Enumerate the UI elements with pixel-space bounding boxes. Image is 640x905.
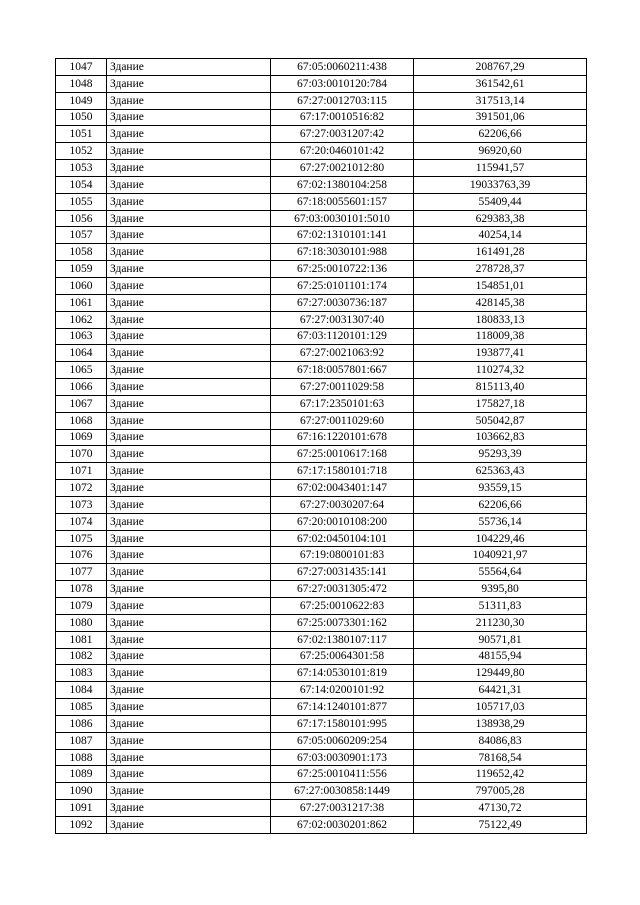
cadastral-number-cell: 67:03:0030901:173 (271, 749, 414, 766)
row-number-cell: 1048 (56, 75, 107, 92)
table-row (56, 261, 587, 278)
cadastral-value-cell: 317513,14 (414, 92, 587, 109)
table-row (56, 598, 587, 615)
object-type-cell: Здание (107, 614, 271, 631)
table-row (56, 294, 587, 311)
cadastral-value-cell: 505042,87 (414, 412, 587, 429)
object-type-cell: Здание (107, 193, 271, 210)
object-type-cell: Здание (107, 598, 271, 615)
cadastral-value-cell: 104229,46 (414, 530, 587, 547)
property-registry-table (55, 58, 587, 834)
cadastral-number-cell: 67:02:1380104:258 (271, 176, 414, 193)
table-row (56, 59, 587, 76)
row-number-cell: 1047 (56, 59, 107, 76)
table-row (56, 379, 587, 396)
row-number-cell: 1049 (56, 92, 107, 109)
row-number-cell: 1081 (56, 631, 107, 648)
table-row (56, 699, 587, 716)
object-type-cell: Здание (107, 311, 271, 328)
cadastral-value-cell: 55409,44 (414, 193, 587, 210)
cadastral-number-cell: 67:25:0064301:58 (271, 648, 414, 665)
object-type-cell: Здание (107, 766, 271, 783)
cadastral-number-cell: 67:03:0030101:5010 (271, 210, 414, 227)
table-row (56, 345, 587, 362)
cadastral-number-cell: 67:25:0101101:174 (271, 277, 414, 294)
object-type-cell: Здание (107, 800, 271, 817)
cadastral-number-cell: 67:27:0031207:42 (271, 126, 414, 143)
table-row (56, 648, 587, 665)
cadastral-value-cell: 115941,57 (414, 160, 587, 177)
cadastral-number-cell: 67:18:3030101:988 (271, 244, 414, 261)
row-number-cell: 1075 (56, 530, 107, 547)
object-type-cell: Здание (107, 277, 271, 294)
cadastral-value-cell: 129449,80 (414, 665, 587, 682)
cadastral-value-cell: 96920,60 (414, 143, 587, 160)
table-row (56, 496, 587, 513)
cadastral-value-cell: 815113,40 (414, 379, 587, 396)
row-number-cell: 1052 (56, 143, 107, 160)
object-type-cell: Здание (107, 176, 271, 193)
object-type-cell: Здание (107, 143, 271, 160)
object-type-cell: Здание (107, 665, 271, 682)
cadastral-value-cell: 118009,38 (414, 328, 587, 345)
row-number-cell: 1063 (56, 328, 107, 345)
cadastral-number-cell: 67:17:1580101:995 (271, 715, 414, 732)
row-number-cell: 1061 (56, 294, 107, 311)
cadastral-number-cell: 67:18:0055601:157 (271, 193, 414, 210)
cadastral-number-cell: 67:05:0060209:254 (271, 732, 414, 749)
row-number-cell: 1070 (56, 446, 107, 463)
row-number-cell: 1062 (56, 311, 107, 328)
row-number-cell: 1079 (56, 598, 107, 615)
cadastral-value-cell: 105717,03 (414, 699, 587, 716)
row-number-cell: 1066 (56, 379, 107, 396)
table-row (56, 92, 587, 109)
cadastral-value-cell: 193877,41 (414, 345, 587, 362)
row-number-cell: 1059 (56, 261, 107, 278)
cadastral-value-cell: 75122,49 (414, 816, 587, 833)
row-number-cell: 1082 (56, 648, 107, 665)
table-row (56, 362, 587, 379)
cadastral-value-cell: 93559,15 (414, 480, 587, 497)
object-type-cell: Здание (107, 581, 271, 598)
row-number-cell: 1091 (56, 800, 107, 817)
cadastral-value-cell: 211230,30 (414, 614, 587, 631)
table-row (56, 227, 587, 244)
object-type-cell: Здание (107, 783, 271, 800)
object-type-cell: Здание (107, 547, 271, 564)
row-number-cell: 1054 (56, 176, 107, 193)
object-type-cell: Здание (107, 109, 271, 126)
cadastral-value-cell: 629383,38 (414, 210, 587, 227)
cadastral-number-cell: 67:27:0031217:38 (271, 800, 414, 817)
cadastral-number-cell: 67:19:0800101:83 (271, 547, 414, 564)
table-row (56, 126, 587, 143)
cadastral-number-cell: 67:27:0031307:40 (271, 311, 414, 328)
cadastral-value-cell: 62206,66 (414, 496, 587, 513)
cadastral-value-cell: 103662,83 (414, 429, 587, 446)
cadastral-number-cell: 67:27:0031435:141 (271, 564, 414, 581)
table-row (56, 210, 587, 227)
cadastral-value-cell: 797005,28 (414, 783, 587, 800)
object-type-cell: Здание (107, 395, 271, 412)
cadastral-value-cell: 625363,43 (414, 463, 587, 480)
table-row (56, 530, 587, 547)
cadastral-value-cell: 64421,31 (414, 682, 587, 699)
cadastral-number-cell: 67:17:0010516:82 (271, 109, 414, 126)
cadastral-number-cell: 67:03:1120101:129 (271, 328, 414, 345)
object-type-cell: Здание (107, 362, 271, 379)
row-number-cell: 1057 (56, 227, 107, 244)
cadastral-number-cell: 67:18:0057801:667 (271, 362, 414, 379)
cadastral-value-cell: 84086,83 (414, 732, 587, 749)
table-row (56, 109, 587, 126)
cadastral-value-cell: 95293,39 (414, 446, 587, 463)
cadastral-value-cell: 51311,83 (414, 598, 587, 615)
cadastral-number-cell: 67:25:0010722:136 (271, 261, 414, 278)
row-number-cell: 1090 (56, 783, 107, 800)
row-number-cell: 1078 (56, 581, 107, 598)
row-number-cell: 1084 (56, 682, 107, 699)
cadastral-number-cell: 67:25:0010617:168 (271, 446, 414, 463)
cadastral-value-cell: 138938,29 (414, 715, 587, 732)
row-number-cell: 1068 (56, 412, 107, 429)
table-row (56, 749, 587, 766)
table-row (56, 277, 587, 294)
row-number-cell: 1088 (56, 749, 107, 766)
table-row (56, 715, 587, 732)
cadastral-number-cell: 67:25:0010411:556 (271, 766, 414, 783)
cadastral-number-cell: 67:27:0011029:58 (271, 379, 414, 396)
table-row (56, 766, 587, 783)
object-type-cell: Здание (107, 648, 271, 665)
cadastral-value-cell: 361542,61 (414, 75, 587, 92)
row-number-cell: 1077 (56, 564, 107, 581)
cadastral-value-cell: 175827,18 (414, 395, 587, 412)
table-row (56, 547, 587, 564)
cadastral-value-cell: 62206,66 (414, 126, 587, 143)
cadastral-value-cell: 180833,13 (414, 311, 587, 328)
row-number-cell: 1056 (56, 210, 107, 227)
object-type-cell: Здание (107, 328, 271, 345)
cadastral-number-cell: 67:27:0012703:115 (271, 92, 414, 109)
row-number-cell: 1058 (56, 244, 107, 261)
cadastral-value-cell: 428145,38 (414, 294, 587, 311)
table-row (56, 513, 587, 530)
object-type-cell: Здание (107, 816, 271, 833)
row-number-cell: 1076 (56, 547, 107, 564)
object-type-cell: Здание (107, 59, 271, 76)
table-row (56, 581, 587, 598)
row-number-cell: 1067 (56, 395, 107, 412)
table-row (56, 631, 587, 648)
cadastral-value-cell: 19033763,39 (414, 176, 587, 193)
cadastral-number-cell: 67:27:0030207:64 (271, 496, 414, 513)
cadastral-number-cell: 67:14:0530101:819 (271, 665, 414, 682)
object-type-cell: Здание (107, 513, 271, 530)
table-row (56, 143, 587, 160)
cadastral-number-cell: 67:05:0060211:438 (271, 59, 414, 76)
registry-table-body (56, 59, 587, 834)
cadastral-number-cell: 67:27:0031305:472 (271, 581, 414, 598)
row-number-cell: 1060 (56, 277, 107, 294)
row-number-cell: 1050 (56, 109, 107, 126)
cadastral-value-cell: 110274,32 (414, 362, 587, 379)
cadastral-number-cell: 67:20:0010108:200 (271, 513, 414, 530)
cadastral-value-cell: 1040921,97 (414, 547, 587, 564)
table-row (56, 800, 587, 817)
table-row (56, 783, 587, 800)
cadastral-number-cell: 67:20:0460101:42 (271, 143, 414, 160)
row-number-cell: 1065 (56, 362, 107, 379)
object-type-cell: Здание (107, 126, 271, 143)
object-type-cell: Здание (107, 92, 271, 109)
object-type-cell: Здание (107, 446, 271, 463)
table-row (56, 160, 587, 177)
row-number-cell: 1055 (56, 193, 107, 210)
table-row (56, 244, 587, 261)
object-type-cell: Здание (107, 412, 271, 429)
object-type-cell: Здание (107, 429, 271, 446)
row-number-cell: 1071 (56, 463, 107, 480)
cadastral-number-cell: 67:27:0011029:60 (271, 412, 414, 429)
table-row (56, 682, 587, 699)
table-row (56, 665, 587, 682)
cadastral-number-cell: 67:27:0021063:92 (271, 345, 414, 362)
row-number-cell: 1089 (56, 766, 107, 783)
cadastral-number-cell: 67:27:0030858:1449 (271, 783, 414, 800)
row-number-cell: 1073 (56, 496, 107, 513)
row-number-cell: 1083 (56, 665, 107, 682)
row-number-cell: 1053 (56, 160, 107, 177)
table-row (56, 429, 587, 446)
cadastral-value-cell: 9395,80 (414, 581, 587, 598)
cadastral-value-cell: 208767,29 (414, 59, 587, 76)
cadastral-number-cell: 67:02:0030201:862 (271, 816, 414, 833)
cadastral-number-cell: 67:02:1380107:117 (271, 631, 414, 648)
cadastral-number-cell: 67:27:0021012:80 (271, 160, 414, 177)
cadastral-number-cell: 67:14:0200101:92 (271, 682, 414, 699)
table-row (56, 328, 587, 345)
object-type-cell: Здание (107, 496, 271, 513)
table-row (56, 311, 587, 328)
table-row (56, 395, 587, 412)
cadastral-value-cell: 90571,81 (414, 631, 587, 648)
object-type-cell: Здание (107, 345, 271, 362)
object-type-cell: Здание (107, 379, 271, 396)
object-type-cell: Здание (107, 244, 271, 261)
cadastral-value-cell: 47130,72 (414, 800, 587, 817)
table-row (56, 193, 587, 210)
cadastral-value-cell: 78168,54 (414, 749, 587, 766)
cadastral-value-cell: 161491,28 (414, 244, 587, 261)
cadastral-value-cell: 391501,06 (414, 109, 587, 126)
object-type-cell: Здание (107, 463, 271, 480)
cadastral-number-cell: 67:14:1240101:877 (271, 699, 414, 716)
cadastral-number-cell: 67:27:0030736:187 (271, 294, 414, 311)
table-row (56, 732, 587, 749)
row-number-cell: 1092 (56, 816, 107, 833)
table-row (56, 564, 587, 581)
object-type-cell: Здание (107, 682, 271, 699)
cadastral-number-cell: 67:03:0010120:784 (271, 75, 414, 92)
row-number-cell: 1069 (56, 429, 107, 446)
cadastral-value-cell: 40254,14 (414, 227, 587, 244)
object-type-cell: Здание (107, 210, 271, 227)
cadastral-number-cell: 67:16:1220101:678 (271, 429, 414, 446)
cadastral-number-cell: 67:17:2350101:63 (271, 395, 414, 412)
table-row (56, 75, 587, 92)
cadastral-value-cell: 119652,42 (414, 766, 587, 783)
cadastral-value-cell: 154851,01 (414, 277, 587, 294)
row-number-cell: 1064 (56, 345, 107, 362)
row-number-cell: 1086 (56, 715, 107, 732)
object-type-cell: Здание (107, 749, 271, 766)
object-type-cell: Здание (107, 715, 271, 732)
table-row (56, 446, 587, 463)
cadastral-number-cell: 67:25:0073301:162 (271, 614, 414, 631)
row-number-cell: 1072 (56, 480, 107, 497)
object-type-cell: Здание (107, 530, 271, 547)
object-type-cell: Здание (107, 227, 271, 244)
cadastral-number-cell: 67:25:0010622:83 (271, 598, 414, 615)
table-row (56, 480, 587, 497)
cadastral-number-cell: 67:02:0450104:101 (271, 530, 414, 547)
row-number-cell: 1051 (56, 126, 107, 143)
table-row (56, 412, 587, 429)
table-row (56, 816, 587, 833)
object-type-cell: Здание (107, 699, 271, 716)
table-row (56, 614, 587, 631)
cadastral-number-cell: 67:17:1580101:718 (271, 463, 414, 480)
object-type-cell: Здание (107, 631, 271, 648)
cadastral-number-cell: 67:02:1310101:141 (271, 227, 414, 244)
cadastral-value-cell: 55736,14 (414, 513, 587, 530)
object-type-cell: Здание (107, 294, 271, 311)
object-type-cell: Здание (107, 564, 271, 581)
row-number-cell: 1085 (56, 699, 107, 716)
object-type-cell: Здание (107, 160, 271, 177)
cadastral-value-cell: 278728,37 (414, 261, 587, 278)
cadastral-value-cell: 55564,64 (414, 564, 587, 581)
row-number-cell: 1080 (56, 614, 107, 631)
row-number-cell: 1087 (56, 732, 107, 749)
object-type-cell: Здание (107, 261, 271, 278)
table-row (56, 463, 587, 480)
cadastral-value-cell: 48155,94 (414, 648, 587, 665)
table-row (56, 176, 587, 193)
object-type-cell: Здание (107, 75, 271, 92)
object-type-cell: Здание (107, 732, 271, 749)
cadastral-number-cell: 67:02:0043401:147 (271, 480, 414, 497)
row-number-cell: 1074 (56, 513, 107, 530)
object-type-cell: Здание (107, 480, 271, 497)
